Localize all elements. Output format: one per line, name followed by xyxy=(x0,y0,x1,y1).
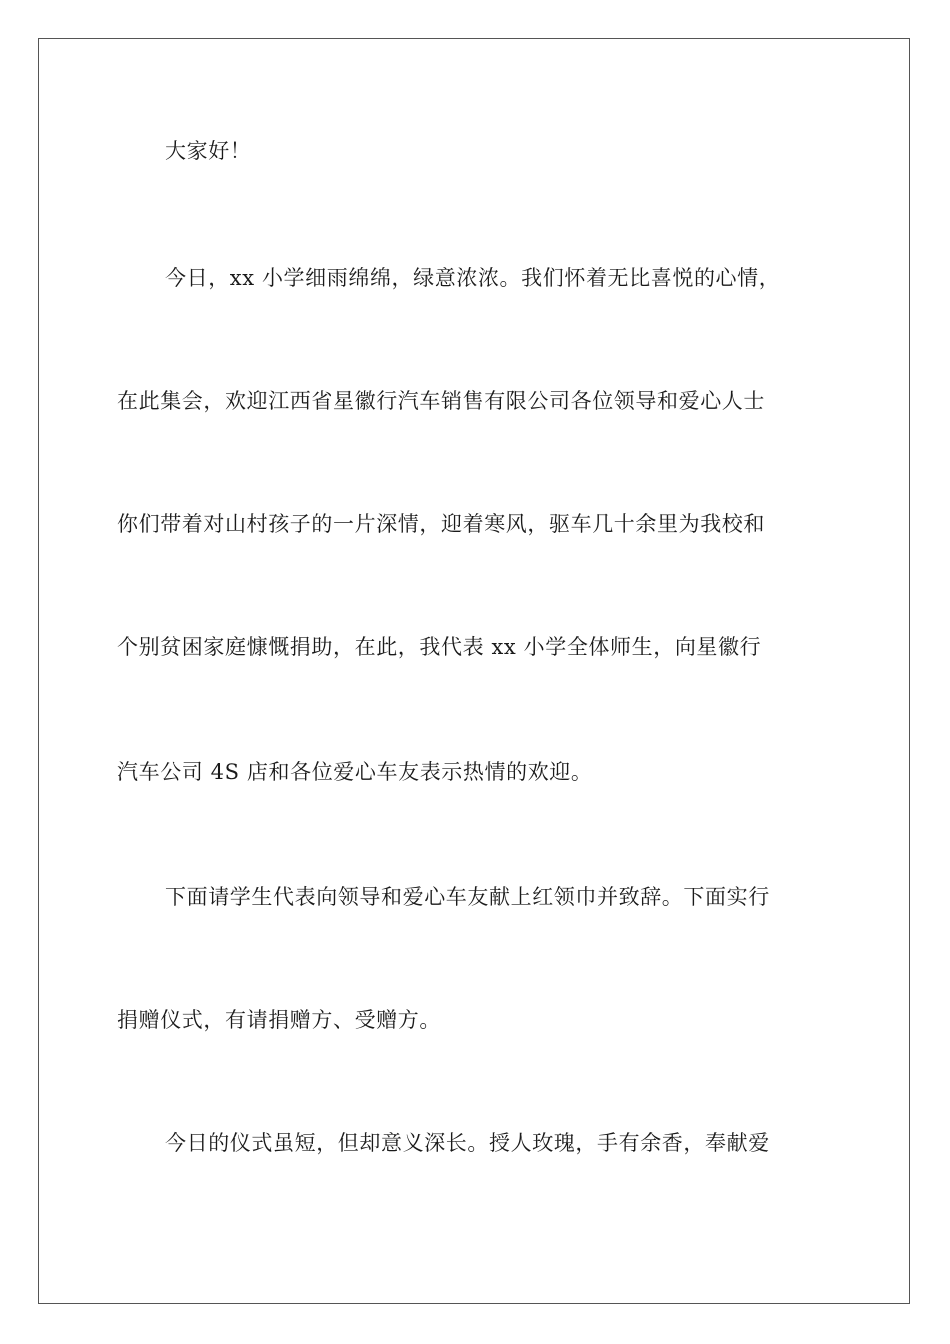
paragraph-line: 今日，xx 小学细雨绵绵，绿意浓浓。我们怀着无比喜悦的心情， xyxy=(165,266,781,290)
greeting-line: 大家好！ xyxy=(165,139,252,163)
paragraph-line: 捐赠仪式，有请捐赠方、受赠方。 xyxy=(117,1008,441,1032)
paragraph-line: 个别贫困家庭慷慨捐助，在此，我代表 xx 小学全体师生，向星徽行 xyxy=(117,635,762,659)
paragraph-line: 今日的仪式虽短，但却意义深长。授人玫瑰，手有余香，奉献爱 xyxy=(165,1131,770,1155)
paragraph-line: 在此集会，欢迎江西省星徽行汽车销售有限公司各位领导和爱心人士 xyxy=(117,389,765,413)
page-border xyxy=(38,38,910,1304)
paragraph-line: 你们带着对山村孩子的一片深情，迎着寒风，驱车几十余里为我校和 xyxy=(117,512,765,536)
paragraph-line: 下面请学生代表向领导和爱心车友献上红领巾并致辞。下面实行 xyxy=(165,885,770,909)
paragraph-line: 汽车公司 4S 店和各位爱心车友表示热情的欢迎。 xyxy=(117,760,593,784)
